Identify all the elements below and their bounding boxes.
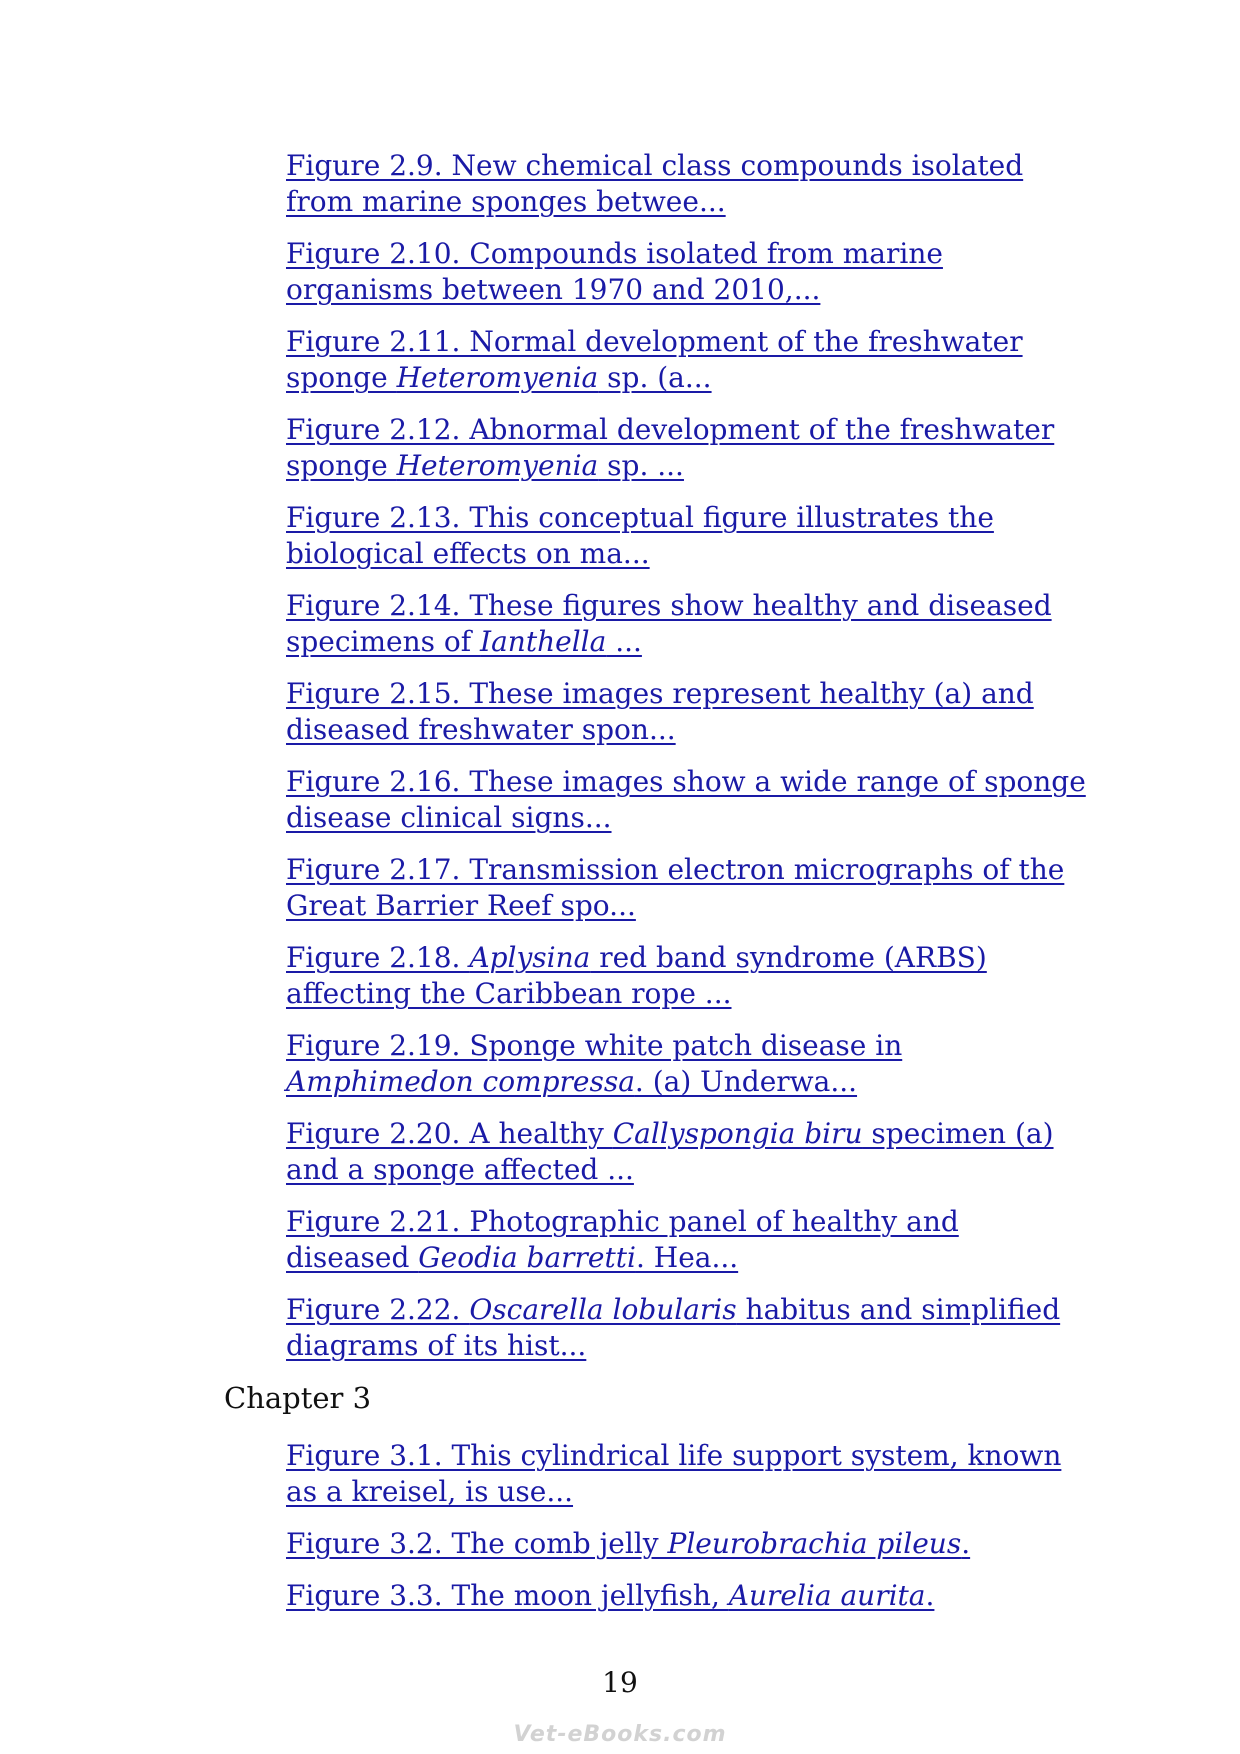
figure-link-text: sp. ... <box>598 449 684 482</box>
figure-link-text: ... <box>606 625 642 658</box>
figure-link-text: Figure 2.16. These images show a wide range of sponge disease clinical signs... <box>286 765 1086 834</box>
figure-link-italic-text: Pleurobrachia pileus <box>667 1527 962 1560</box>
figure-link-text: Figure 2.21. Photographic panel of healthy and diseased <box>286 1205 959 1274</box>
figure-link[interactable] <box>286 412 1086 484</box>
figure-link[interactable] <box>286 1526 1086 1562</box>
figure-link[interactable] <box>286 324 1086 396</box>
page-number: 19 <box>602 1666 638 1699</box>
figure-link-text: Figure 3.3. The moon jellyfish, <box>286 1579 729 1612</box>
figure-link-italic-text: Aplysina <box>469 941 591 974</box>
figure-link-text: Figure 3.1. This cylindrical life support system, known as a kreisel, is use... <box>286 1439 1062 1508</box>
figure-link-text: . (a) Underwa... <box>634 1065 858 1098</box>
figure-link-text: Figure 2.13. This conceptual figure illustrates the biological effects on ma... <box>286 501 994 570</box>
figure-link-text: Figure 2.9. New chemical class compounds isolated from marine sponges betwee... <box>286 149 1024 218</box>
figure-link-text: Figure 2.12. Abnormal development of the freshwater sponge <box>286 413 1055 482</box>
figure-link[interactable] <box>286 236 1086 308</box>
chapter-2-figure-list <box>286 148 1086 1380</box>
figure-link-text: Figure 3.2. The comb jelly <box>286 1527 668 1560</box>
figure-link-text: sp. (a... <box>598 361 712 394</box>
figure-link[interactable] <box>286 148 1086 220</box>
figure-link[interactable] <box>286 764 1086 836</box>
figure-link-text: Figure 2.18. <box>286 941 470 974</box>
figure-link-text: . Hea... <box>635 1241 739 1274</box>
figure-link[interactable] <box>286 1116 1086 1188</box>
figure-link-text: red band syndrome (ARBS) affecting the Caribbean rope ... <box>286 941 987 1010</box>
figure-link-italic-text: Callyspongia biru <box>612 1117 863 1150</box>
figure-link[interactable] <box>286 1292 1086 1364</box>
figure-link[interactable] <box>286 500 1086 572</box>
figure-link-text: . <box>925 1579 935 1612</box>
figure-link-text: Figure 2.14. These figures show healthy and diseased specimens of <box>286 589 1052 658</box>
figure-link[interactable] <box>286 676 1086 748</box>
figure-link-text: . <box>961 1527 971 1560</box>
chapter-3-figure-list <box>286 1438 1086 1630</box>
figure-link-italic-text: Aurelia aurita <box>728 1579 926 1612</box>
figure-link-text: Figure 2.10. Compounds isolated from marine organisms between 1970 and 2010,... <box>286 237 943 306</box>
watermark-logo: Vet-eBooks.com <box>513 1722 727 1747</box>
figure-link-italic-text: Heteromyenia <box>396 361 599 394</box>
figure-link-italic-text: Ianthella <box>480 625 607 658</box>
figure-link-italic-text: Heteromyenia <box>396 449 599 482</box>
figure-link[interactable] <box>286 1028 1086 1100</box>
figure-link-text: Figure 2.15. These images represent healthy (a) and diseased freshwater spon... <box>286 677 1034 746</box>
figure-link-text: habitus and simplified diagrams of its hist... <box>286 1293 1061 1362</box>
figure-link[interactable] <box>286 852 1086 924</box>
figure-link-text: Figure 2.22. <box>286 1293 470 1326</box>
chapter-3-heading: Chapter 3 <box>224 1381 372 1415</box>
figure-link-text: Figure 2.20. A healthy <box>286 1117 613 1150</box>
figure-link-italic-text: Oscarella lobularis <box>469 1293 737 1326</box>
figure-link-text: specimen (a) and a sponge affected ... <box>286 1117 1054 1186</box>
figure-link[interactable] <box>286 1438 1086 1510</box>
figure-link[interactable] <box>286 940 1086 1012</box>
figure-link-italic-text: Amphimedon compressa <box>286 1065 635 1098</box>
figure-link-text: Figure 2.11. Normal development of the freshwater sponge <box>286 325 1023 394</box>
figure-link[interactable] <box>286 1578 1086 1614</box>
figure-link-text: Figure 2.17. Transmission electron micrographs of the Great Barrier Reef spo... <box>286 853 1065 922</box>
figure-link-text: Figure 2.19. Sponge white patch disease in <box>286 1029 903 1062</box>
figure-link-italic-text: Geodia barretti <box>418 1241 636 1274</box>
figure-link[interactable] <box>286 588 1086 660</box>
figure-link[interactable] <box>286 1204 1086 1276</box>
